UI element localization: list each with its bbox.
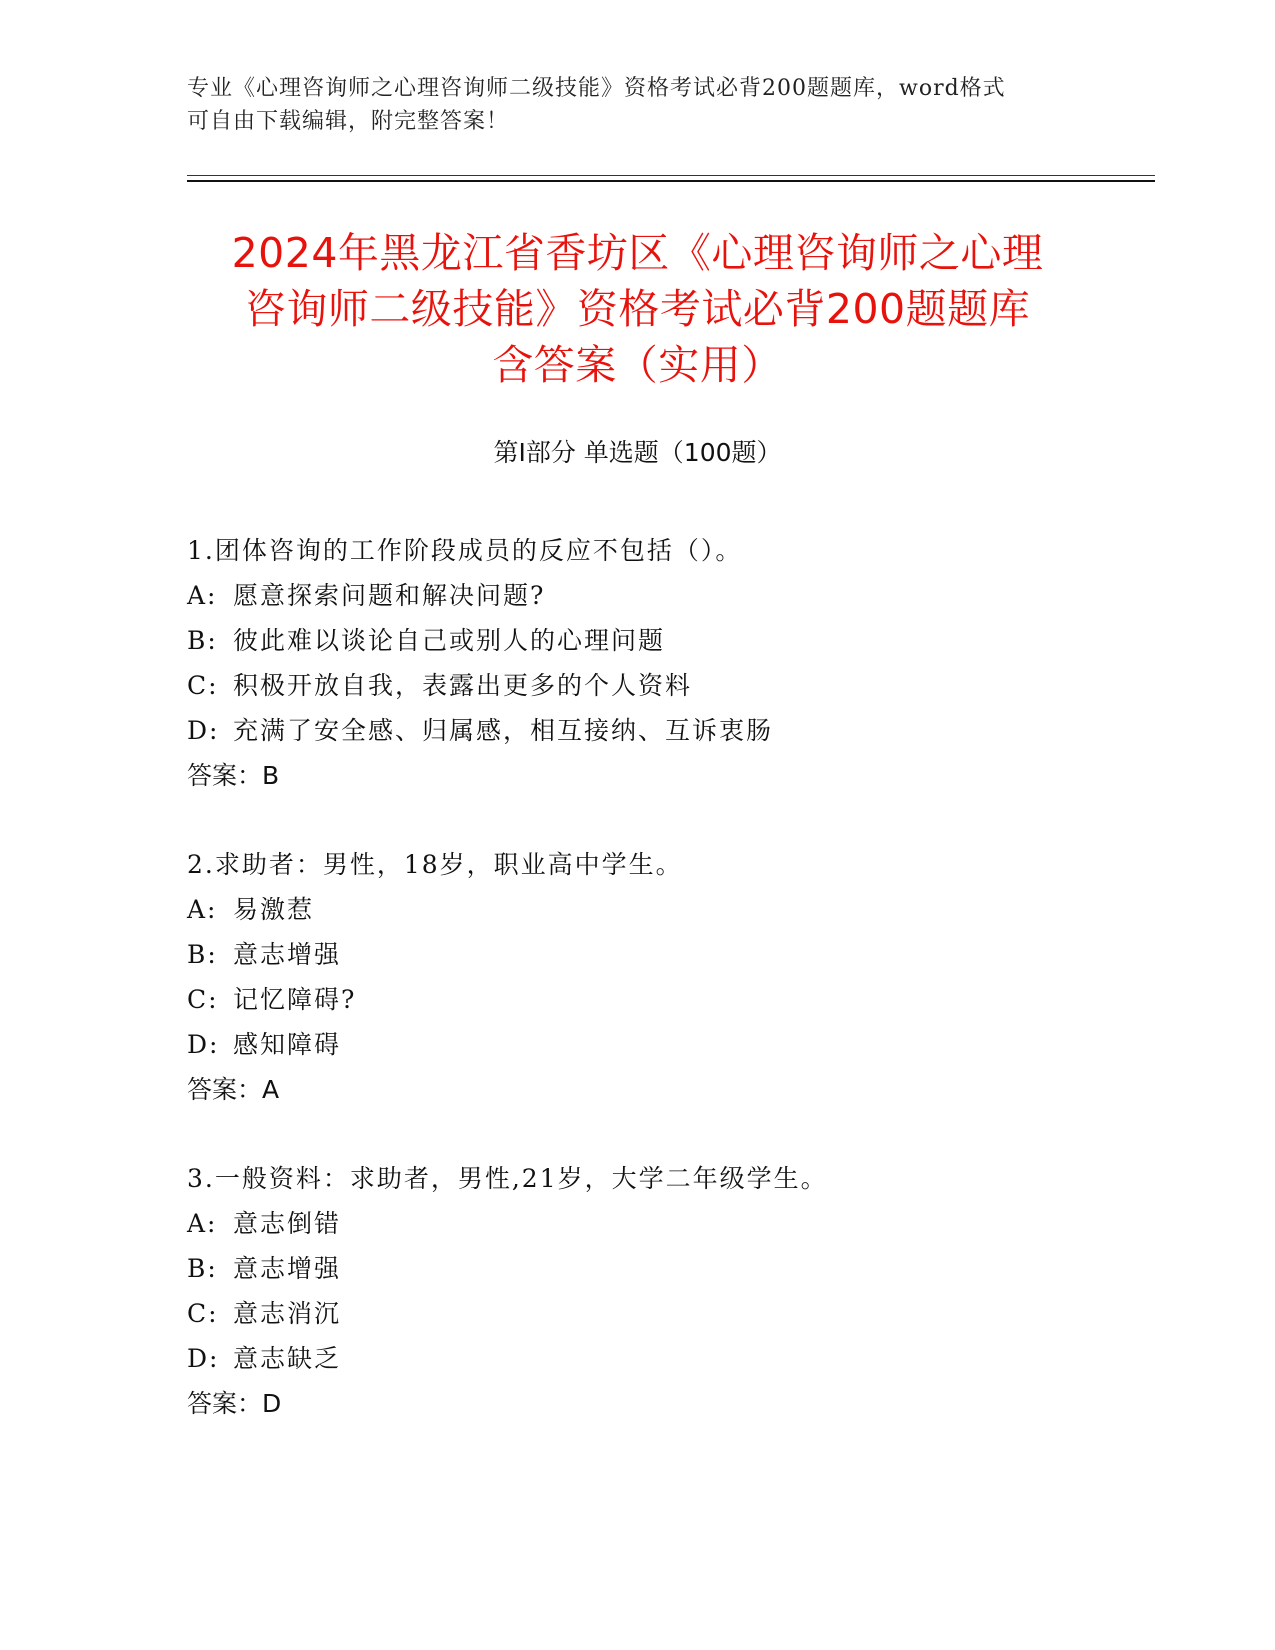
question-1: [187, 528, 1147, 798]
document-title: [150, 225, 1125, 393]
option-text: 愿意探索问题和解决问题?: [233, 581, 546, 610]
option-letter: C:: [187, 671, 219, 700]
header-note-line-2: 可自由下载编辑，附完整答案！: [187, 109, 510, 134]
option-letter: A:: [187, 1209, 218, 1238]
option-b: [187, 932, 1147, 977]
option-b: [187, 1246, 1147, 1291]
option-a: [187, 573, 1147, 618]
option-text: 意志消沉: [233, 1299, 342, 1328]
title-line-2: 咨询师二级技能》资格考试必背200题题库: [244, 285, 1031, 333]
option-b: [187, 618, 1147, 663]
option-d: [187, 708, 1147, 753]
option-text: 记忆障碍?: [233, 985, 357, 1014]
option-letter: C:: [187, 1299, 219, 1328]
answer-line: 答案：D: [187, 1389, 282, 1418]
option-d: [187, 1022, 1147, 1067]
option-letter: A:: [187, 581, 218, 610]
option-text: 易激惹: [233, 895, 315, 924]
option-letter: B:: [187, 1254, 218, 1283]
option-text: 充满了安全感、归属感，相互接纳、互诉衷肠: [233, 716, 774, 745]
question-stem: 1.团体咨询的工作阶段成员的反应不包括（）。: [187, 536, 743, 565]
option-text: 积极开放自我，表露出更多的个人资料: [233, 671, 693, 700]
answer-line: 答案：A: [187, 1075, 280, 1104]
option-text: 意志增强: [233, 940, 342, 969]
option-letter: D:: [187, 716, 220, 745]
title-line-3: 含答案（实用）: [492, 341, 783, 389]
header-divider-thick: [187, 180, 1155, 182]
header-note: [187, 72, 1067, 138]
option-text: 感知障碍: [233, 1030, 342, 1059]
option-c: [187, 1291, 1147, 1336]
question-3: [187, 1156, 1147, 1426]
option-letter: B:: [187, 940, 218, 969]
option-text: 彼此难以谈论自己或别人的心理问题: [233, 626, 666, 655]
title-line-1: 2024年黑龙江省香坊区《心理咨询师之心理: [231, 229, 1044, 277]
answer-line: 答案：B: [187, 761, 280, 790]
option-a: [187, 1201, 1147, 1246]
header-divider-thin: [187, 175, 1155, 176]
option-c: [187, 977, 1147, 1022]
option-letter: C:: [187, 985, 219, 1014]
option-d: [187, 1336, 1147, 1381]
option-letter: B:: [187, 626, 218, 655]
question-stem: 3.一般资料：求助者，男性,21岁，大学二年级学生。: [187, 1164, 828, 1193]
question-2: [187, 842, 1147, 1112]
question-list: [187, 528, 1147, 1470]
option-c: [187, 663, 1147, 708]
option-text: 意志增强: [233, 1254, 342, 1283]
option-a: [187, 887, 1147, 932]
question-stem: 2.求助者：男性，18岁，职业高中学生。: [187, 850, 683, 879]
option-text: 意志倒错: [233, 1209, 342, 1238]
option-letter: D:: [187, 1030, 220, 1059]
header-note-line-1: 专业《心理咨询师之心理咨询师二级技能》资格考试必背200题题库，word格式: [187, 76, 1006, 101]
option-text: 意志缺乏: [233, 1344, 342, 1373]
section-heading: 第I部分 单选题（100题）: [493, 438, 782, 467]
option-letter: D:: [187, 1344, 220, 1373]
option-letter: A:: [187, 895, 218, 924]
